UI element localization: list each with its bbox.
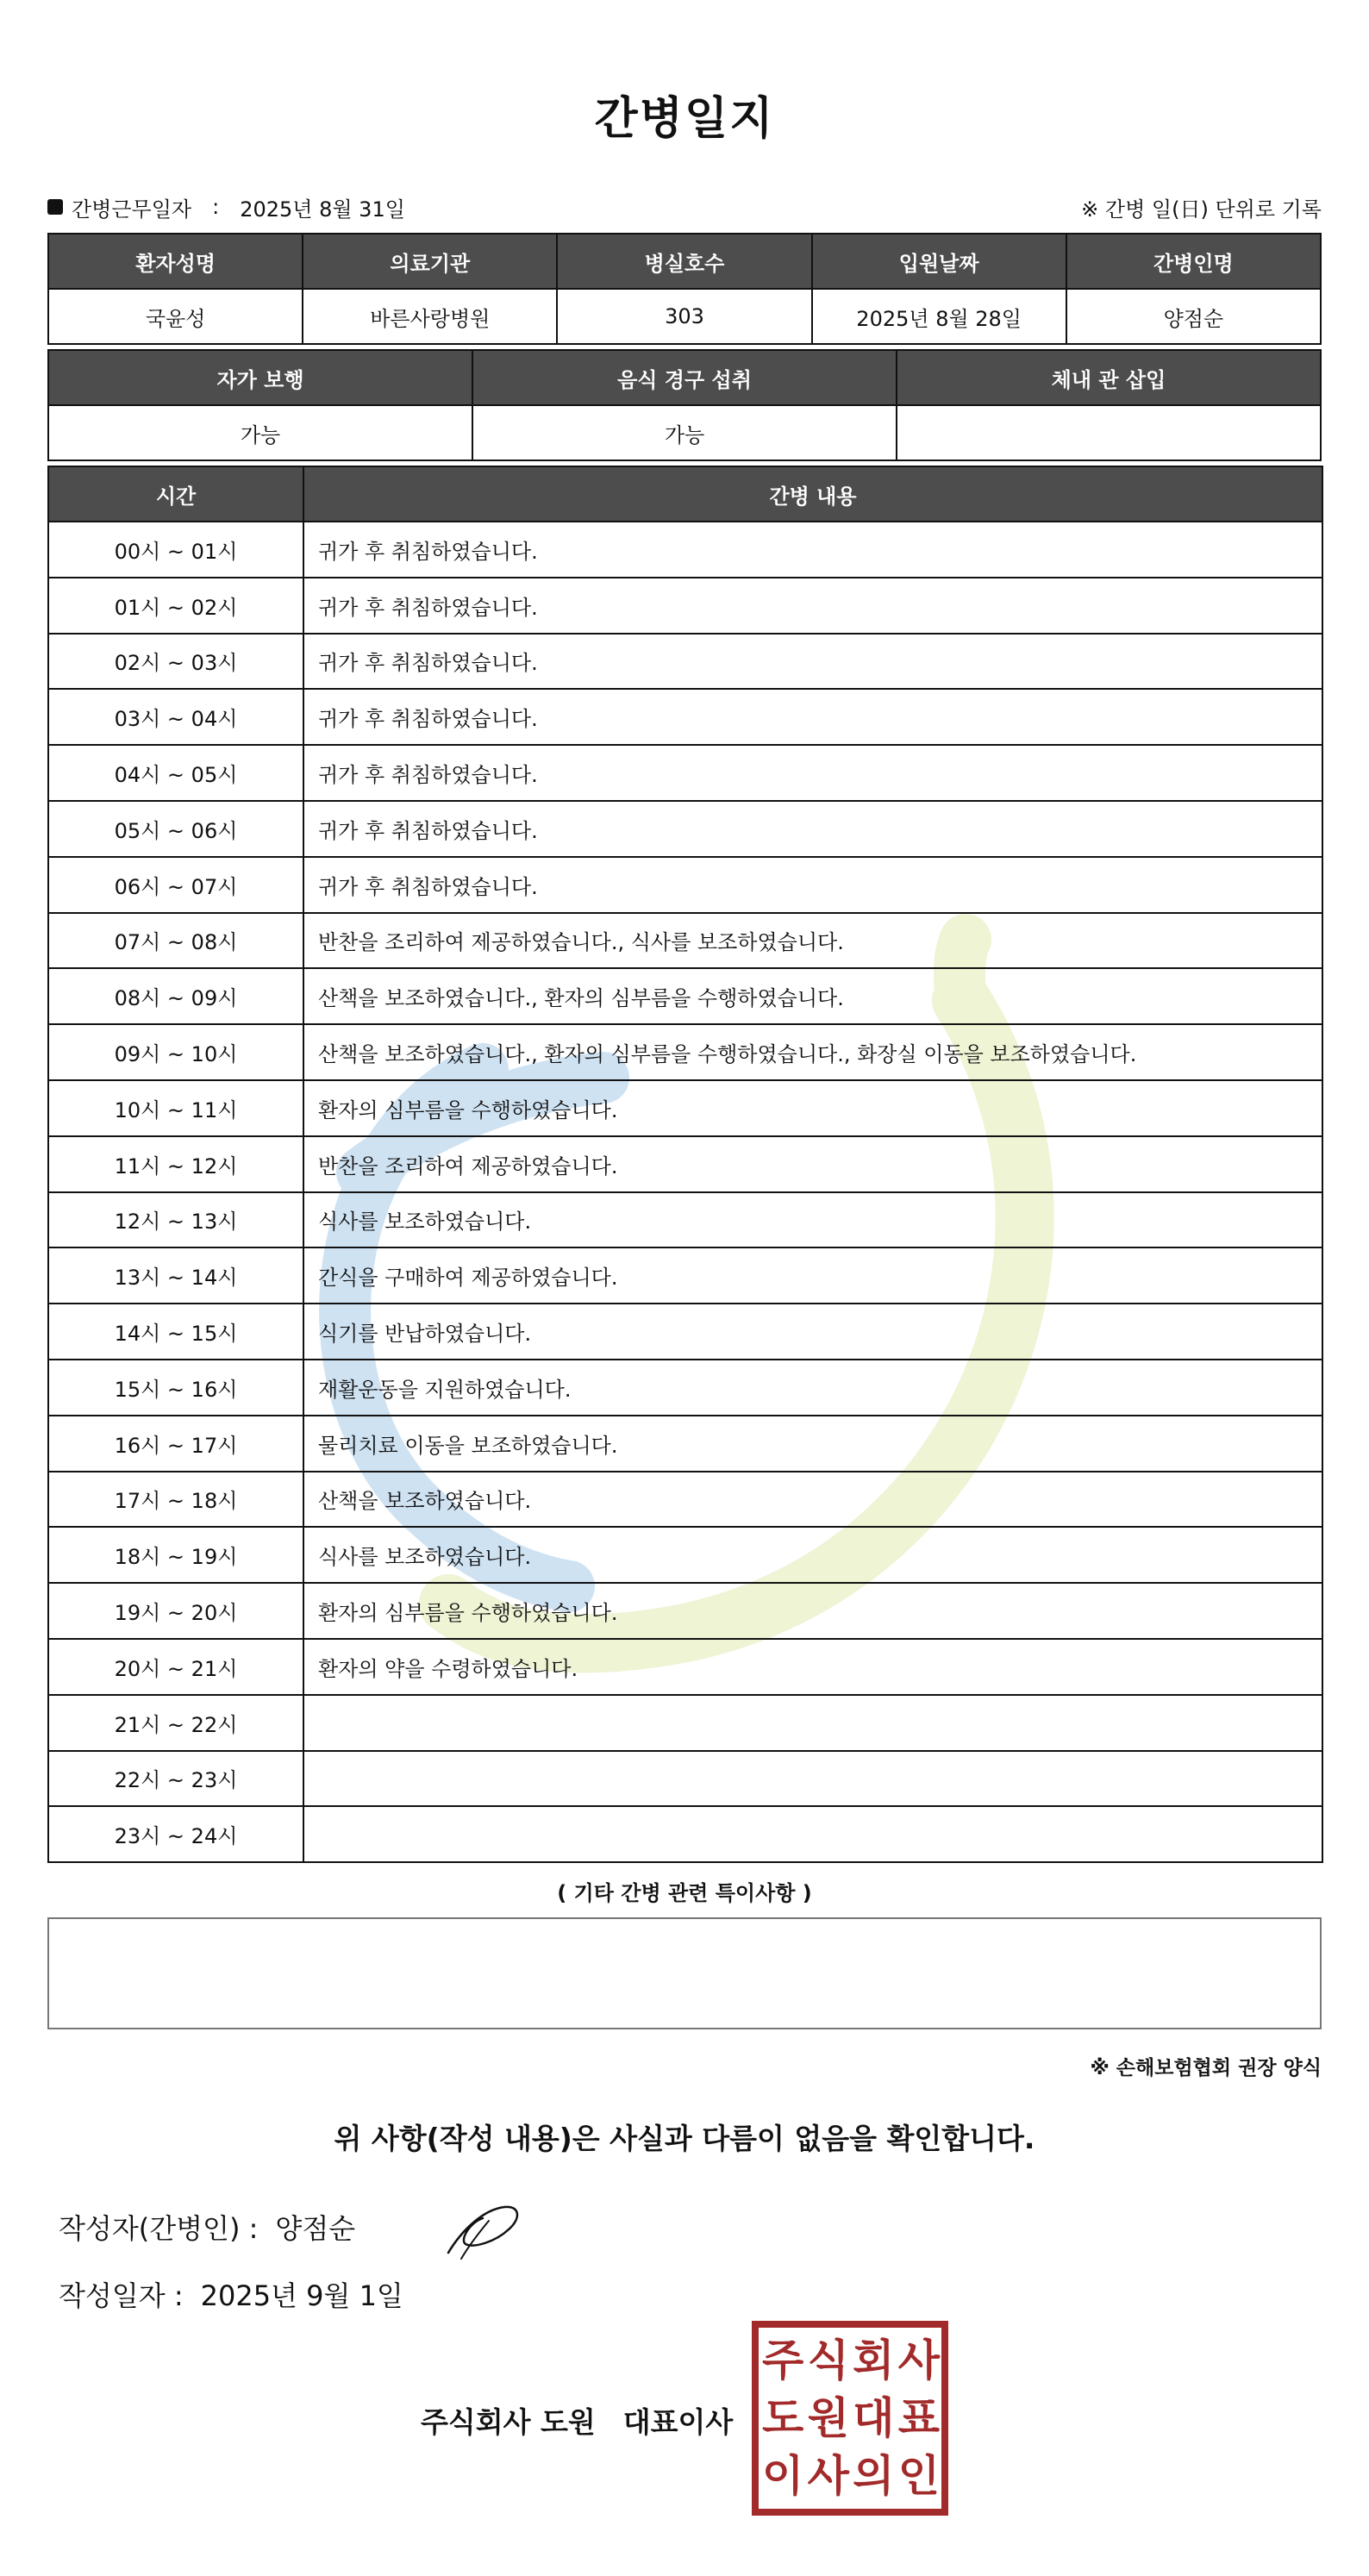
handwritten-signature bbox=[435, 2197, 530, 2266]
meta-row bbox=[47, 190, 1322, 224]
care-log-row bbox=[48, 1472, 1322, 1528]
care-log-content: 물리치료 이동을 보조하였습니다. bbox=[303, 1416, 1322, 1472]
write-date-label: 작성일자 : bbox=[59, 2279, 184, 2312]
care-log-content: 환자의 심부름을 수행하였습니다. bbox=[303, 1583, 1322, 1639]
write-date-value: 2025년 9월 1일 bbox=[200, 2279, 403, 2312]
care-log-row bbox=[48, 1695, 1322, 1751]
care-log-row bbox=[48, 1192, 1322, 1248]
care-log-time: 13시 ~ 14시 bbox=[48, 1247, 303, 1304]
tube-insertion-value bbox=[897, 405, 1321, 460]
header-patient-name: 환자성명 bbox=[48, 234, 303, 289]
special-notes-title: ( 기타 간병 관련 특이사항 ) bbox=[557, 1881, 812, 1905]
care-log-time: 00시 ~ 01시 bbox=[48, 522, 303, 578]
patient-name: 국윤성 bbox=[48, 289, 303, 344]
seal-character: 인 bbox=[897, 2450, 938, 2501]
care-log-time: 05시 ~ 06시 bbox=[48, 801, 303, 857]
care-log-row bbox=[48, 1304, 1322, 1360]
ability-header-row bbox=[48, 350, 1321, 405]
care-log-row bbox=[48, 1751, 1322, 1807]
seal-character: 도 bbox=[762, 2392, 803, 2443]
care-log-row bbox=[48, 1024, 1322, 1080]
caregiver-name: 양점순 bbox=[1066, 289, 1321, 344]
seal-line-2 bbox=[762, 2391, 938, 2446]
recommended-form-note: ※ 손해보험협회 권장 양식 bbox=[1090, 2057, 1322, 2079]
care-log-row bbox=[48, 745, 1322, 801]
care-log-row bbox=[48, 1583, 1322, 1639]
header-time: 시간 bbox=[48, 466, 303, 522]
header-admission-date: 입원날짜 bbox=[812, 234, 1066, 289]
seal-character: 이 bbox=[762, 2450, 803, 2501]
care-log-content: 반찬을 조리하여 제공하였습니다., 식사를 보조하였습니다. bbox=[303, 913, 1322, 969]
seal-character: 식 bbox=[807, 2335, 847, 2385]
care-log-time: 23시 ~ 24시 bbox=[48, 1806, 303, 1862]
header-care-content: 간병 내용 bbox=[303, 466, 1322, 522]
care-log-row bbox=[48, 1806, 1322, 1862]
care-log-row bbox=[48, 913, 1322, 969]
care-log-row bbox=[48, 1136, 1322, 1192]
care-log-content bbox=[303, 1751, 1322, 1807]
care-log-row bbox=[48, 1247, 1322, 1304]
care-log-time: 21시 ~ 22시 bbox=[48, 1695, 303, 1751]
oral-intake-value: 가능 bbox=[472, 405, 897, 460]
seal-character: 회 bbox=[853, 2335, 893, 2385]
care-log-content: 귀가 후 취침하였습니다. bbox=[303, 522, 1322, 578]
care-log-time: 14시 ~ 15시 bbox=[48, 1304, 303, 1360]
page-title: 간병일지 bbox=[594, 93, 775, 145]
seal-line-3 bbox=[762, 2448, 938, 2504]
seal-line-1 bbox=[762, 2333, 938, 2388]
care-log-content: 산책을 보조하였습니다., 환자의 심부름을 수행하였습니다., 화장실 이동을 보조하였습니다. bbox=[303, 1024, 1322, 1080]
seal-character: 의 bbox=[853, 2450, 893, 2501]
care-log-time: 09시 ~ 10시 bbox=[48, 1024, 303, 1080]
special-notes-box bbox=[47, 1917, 1322, 2029]
care-log-time: 18시 ~ 19시 bbox=[48, 1527, 303, 1583]
care-log-row bbox=[48, 1416, 1322, 1472]
header-hospital: 의료기관 bbox=[303, 234, 557, 289]
care-log-time: 20시 ~ 21시 bbox=[48, 1639, 303, 1695]
care-log-time: 22시 ~ 23시 bbox=[48, 1751, 303, 1807]
care-log-time: 11시 ~ 12시 bbox=[48, 1136, 303, 1192]
care-log-row bbox=[48, 1639, 1322, 1695]
seal-character: 원 bbox=[807, 2392, 847, 2443]
room-number: 303 bbox=[557, 289, 811, 344]
care-log-time: 06시 ~ 07시 bbox=[48, 857, 303, 913]
care-log-content: 귀가 후 취침하였습니다. bbox=[303, 689, 1322, 745]
care-log-header-row bbox=[48, 466, 1322, 522]
care-log-content: 간식을 구매하여 제공하였습니다. bbox=[303, 1247, 1322, 1304]
header-room-number: 병실호수 bbox=[557, 234, 811, 289]
writer-row bbox=[59, 2207, 355, 2247]
company-name: 주식회사 도원 bbox=[421, 2405, 596, 2439]
care-log-row bbox=[48, 1527, 1322, 1583]
care-log-content: 산책을 보조하였습니다. bbox=[303, 1472, 1322, 1528]
seal-character: 사 bbox=[897, 2335, 938, 2385]
header-self-walking: 자가 보행 bbox=[48, 350, 472, 405]
care-log-content: 귀가 후 취침하였습니다. bbox=[303, 634, 1322, 690]
care-log-content: 재활운동을 지원하였습니다. bbox=[303, 1360, 1322, 1416]
square-bullet-icon bbox=[47, 199, 63, 215]
header-oral-intake: 음식 경구 섭취 bbox=[472, 350, 897, 405]
header-tube-insertion: 체내 관 삽입 bbox=[897, 350, 1321, 405]
care-log-time: 07시 ~ 08시 bbox=[48, 913, 303, 969]
patient-ability-table bbox=[47, 349, 1322, 461]
care-log-time: 16시 ~ 17시 bbox=[48, 1416, 303, 1472]
care-log-table bbox=[47, 466, 1323, 1863]
seal-character: 표 bbox=[897, 2392, 938, 2443]
care-log-time: 15시 ~ 16시 bbox=[48, 1360, 303, 1416]
care-log-row bbox=[48, 1080, 1322, 1136]
company-signature-line bbox=[421, 2400, 733, 2441]
daily-record-note: ※ 간병 일(日) 단위로 기록 bbox=[1081, 197, 1322, 222]
company-seal-stamp bbox=[752, 2321, 948, 2516]
patient-info-table bbox=[47, 233, 1322, 345]
care-log-content: 산책을 보조하였습니다., 환자의 심부름을 수행하였습니다. bbox=[303, 968, 1322, 1024]
care-log-content: 식기를 반납하였습니다. bbox=[303, 1304, 1322, 1360]
care-log-time: 08시 ~ 09시 bbox=[48, 968, 303, 1024]
write-date-row bbox=[59, 2274, 403, 2314]
confirmation-statement: 위 사항(작성 내용)은 사실과 다름이 없음을 확인합니다. bbox=[334, 2122, 1035, 2155]
seal-character: 대 bbox=[853, 2392, 893, 2443]
work-date-label: 간병근무일자 bbox=[72, 197, 192, 222]
patient-info-value-row bbox=[48, 289, 1321, 344]
work-date-value: 2025년 8월 31일 bbox=[240, 197, 405, 222]
care-log-row bbox=[48, 968, 1322, 1024]
care-log-content: 귀가 후 취침하였습니다. bbox=[303, 578, 1322, 634]
writer-name: 양점순 bbox=[275, 2212, 356, 2245]
care-log-content bbox=[303, 1806, 1322, 1862]
care-log-content: 식사를 보조하였습니다. bbox=[303, 1192, 1322, 1248]
writer-label: 작성자(간병인) : bbox=[59, 2212, 259, 2245]
care-log-content: 반찬을 조리하여 제공하였습니다. bbox=[303, 1136, 1322, 1192]
care-log-time: 10시 ~ 11시 bbox=[48, 1080, 303, 1136]
work-date-separator: : bbox=[212, 195, 220, 219]
care-log-time: 03시 ~ 04시 bbox=[48, 689, 303, 745]
care-log-content: 귀가 후 취침하였습니다. bbox=[303, 745, 1322, 801]
seal-character: 사 bbox=[807, 2450, 847, 2501]
care-log-content: 환자의 약을 수령하였습니다. bbox=[303, 1639, 1322, 1695]
care-log-row bbox=[48, 522, 1322, 578]
header-caregiver-name: 간병인명 bbox=[1066, 234, 1321, 289]
care-log-content: 귀가 후 취침하였습니다. bbox=[303, 857, 1322, 913]
care-log-row bbox=[48, 857, 1322, 913]
care-log-row bbox=[48, 1360, 1322, 1416]
care-log-content: 귀가 후 취침하였습니다. bbox=[303, 801, 1322, 857]
care-log-time: 04시 ~ 05시 bbox=[48, 745, 303, 801]
hospital-name: 바른사랑병원 bbox=[303, 289, 557, 344]
care-log-time: 02시 ~ 03시 bbox=[48, 634, 303, 690]
admission-date: 2025년 8월 28일 bbox=[812, 289, 1066, 344]
seal-character: 주 bbox=[762, 2335, 803, 2385]
care-log-time: 12시 ~ 13시 bbox=[48, 1192, 303, 1248]
company-representative-title: 대표이사 bbox=[622, 2405, 734, 2439]
patient-info-header-row bbox=[48, 234, 1321, 289]
care-log-row bbox=[48, 578, 1322, 634]
care-log-row bbox=[48, 801, 1322, 857]
care-log-time: 01시 ~ 02시 bbox=[48, 578, 303, 634]
care-log-content bbox=[303, 1695, 1322, 1751]
care-log-row bbox=[48, 634, 1322, 690]
care-log-row bbox=[48, 689, 1322, 745]
work-date-info bbox=[47, 192, 405, 222]
care-log-content: 식사를 보조하였습니다. bbox=[303, 1527, 1322, 1583]
care-log-content: 환자의 심부름을 수행하였습니다. bbox=[303, 1080, 1322, 1136]
care-log-time: 19시 ~ 20시 bbox=[48, 1583, 303, 1639]
ability-value-row bbox=[48, 405, 1321, 460]
care-log-time: 17시 ~ 18시 bbox=[48, 1472, 303, 1528]
self-walking-value: 가능 bbox=[48, 405, 472, 460]
